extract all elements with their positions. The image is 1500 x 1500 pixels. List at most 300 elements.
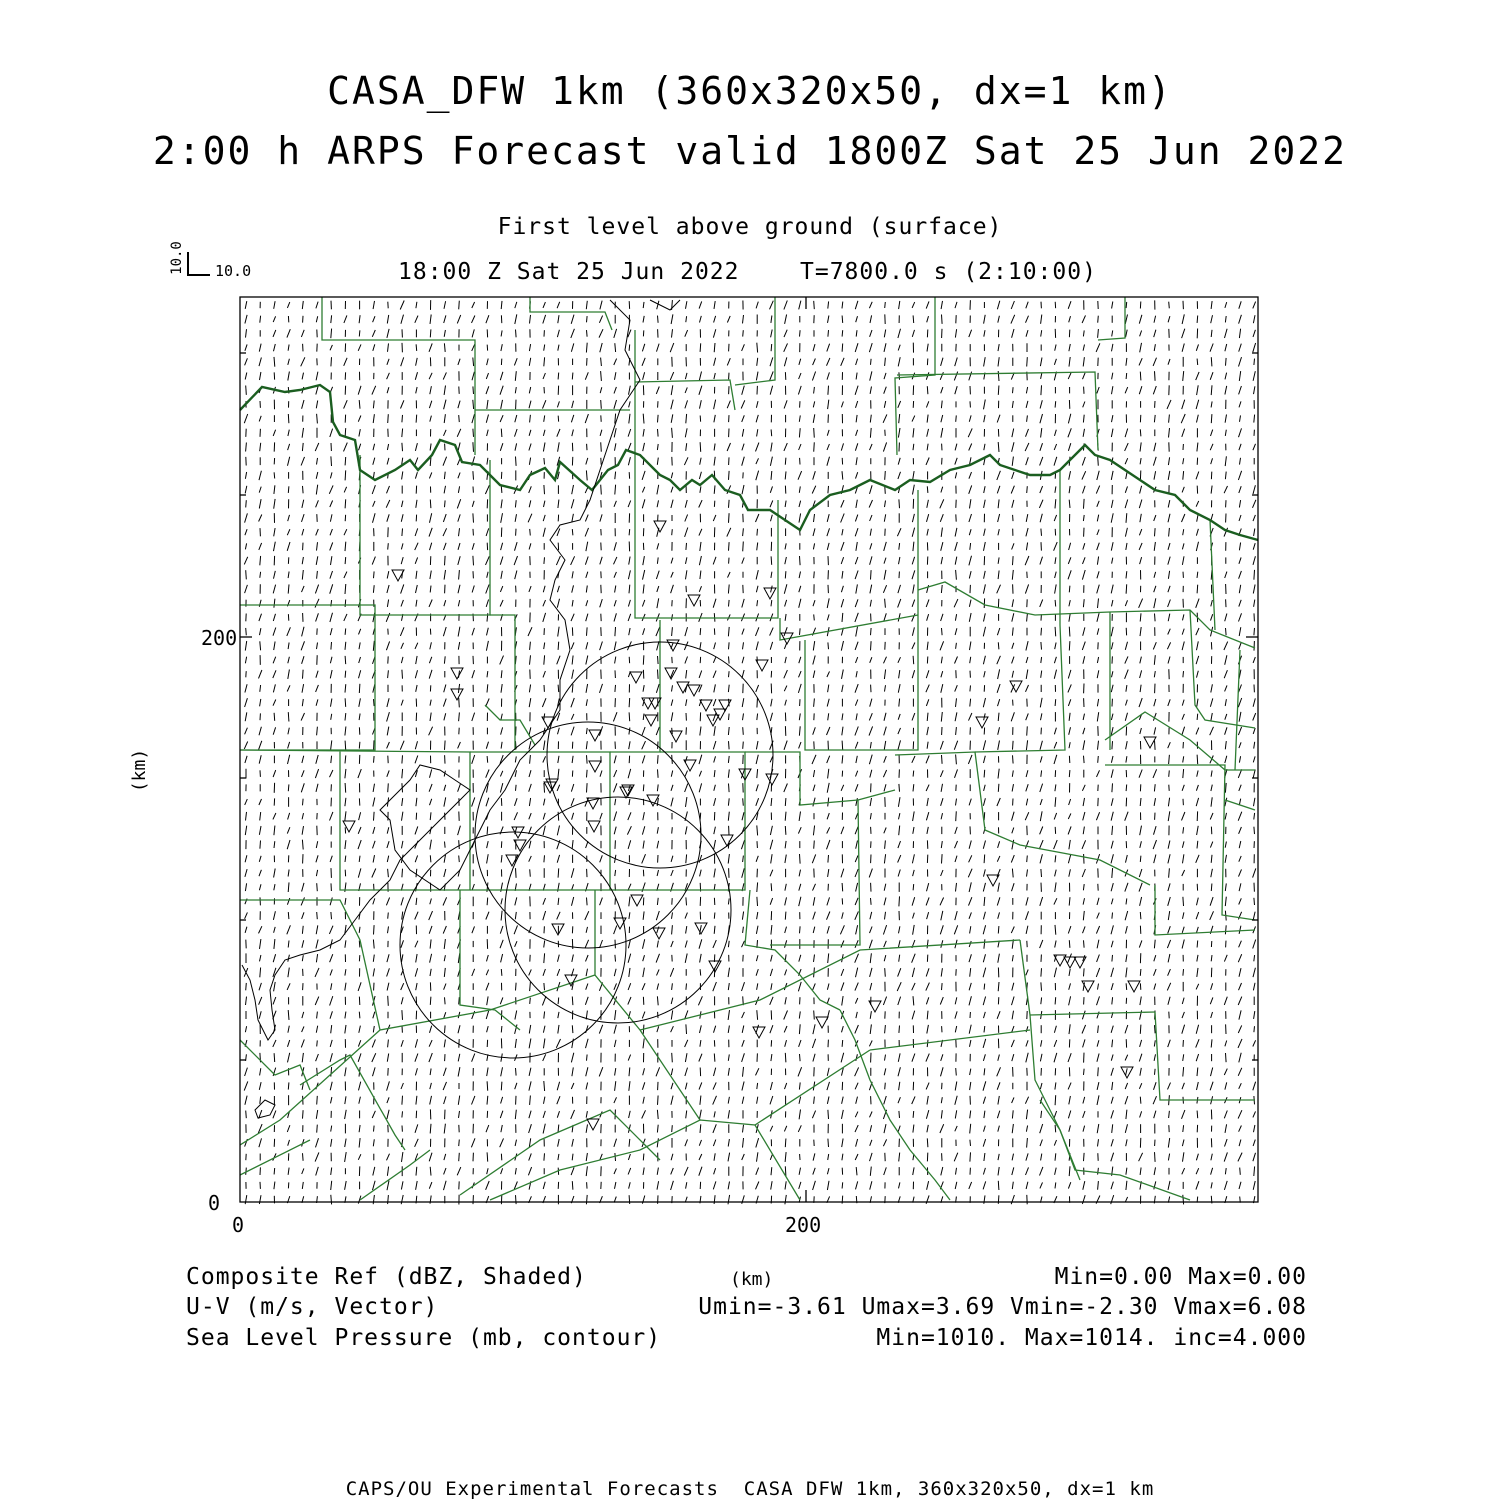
wind-vector [827,897,830,905]
wind-vector [898,585,901,593]
wind-vector [274,357,275,367]
wind-vector [529,1068,531,1076]
wind-vector [1182,1140,1184,1147]
wind-vector [699,671,702,678]
wind-vector [968,869,972,878]
wind-vector [516,330,517,338]
wind-vector [358,868,361,877]
wind-vector [855,599,858,607]
wind-vector [402,1010,403,1020]
wind-vector [586,1039,589,1048]
wind-vector [599,1067,603,1076]
wind-vector [885,599,886,608]
wind-vector [516,785,517,791]
wind-vector [884,1124,886,1133]
wind-vector [600,514,602,521]
wind-vector [1096,968,1099,977]
wind-vector [984,770,985,778]
wind-vector [926,1083,929,1090]
wind-vector [259,358,261,367]
wind-vector [1197,968,1198,977]
wind-vector [1069,316,1071,322]
wind-vector [729,671,730,677]
wind-vector [884,401,885,408]
wind-vector [870,415,871,423]
wind-vector [998,499,999,508]
wind-vector [444,472,445,479]
wind-vector [430,799,432,805]
wind-vector [855,856,858,863]
wind-vector [1012,613,1014,621]
wind-vector [855,557,858,564]
wind-vector [771,955,773,962]
wind-vector [800,556,801,565]
wind-vector [1182,329,1185,338]
wind-vector [1239,941,1242,948]
wind-vector [373,414,374,423]
wind-vector [1154,586,1156,592]
wind-vector [429,784,432,792]
wind-vector [1140,969,1141,976]
wind-vector [585,372,588,379]
wind-vector [1097,940,1099,949]
wind-vector [984,1012,986,1018]
wind-vector [700,458,701,465]
wind-vector [1055,643,1056,650]
wind-vector [828,1139,829,1147]
wind-vector [884,1096,887,1104]
wind-vector [927,940,928,949]
wind-vector [1111,542,1113,550]
wind-vector [1154,798,1155,806]
wind-vector [1238,1110,1242,1118]
wind-vector [970,543,971,550]
wind-vector [1125,1124,1127,1133]
wind-vector [913,542,914,551]
wind-vector [742,657,744,663]
wind-vector [443,514,446,522]
wind-vector [1168,997,1170,1005]
wind-vector [814,614,815,620]
wind-vector [984,939,985,948]
wind-vector [728,1182,729,1190]
wind-vector [572,585,574,592]
wind-vector [657,898,658,905]
wind-vector [898,841,901,848]
wind-vector [728,1097,729,1104]
wind-vector [941,798,943,806]
wind-vector [1225,329,1228,338]
wind-vector [1039,500,1043,508]
wind-vector [741,840,744,849]
wind-vector [1168,1154,1169,1161]
wind-vector [940,741,943,750]
wind-vector [671,1181,674,1190]
wind-vector [1097,613,1099,622]
wind-vector [672,428,673,438]
wind-vector [813,785,815,791]
wind-vector [1112,826,1113,835]
wind-vector [1153,840,1156,849]
wind-vector [700,1025,702,1033]
wind-vector [1126,926,1128,933]
wind-vector [841,869,844,878]
wind-vector [799,955,801,962]
wind-vector [259,884,261,890]
wind-vector [1239,968,1241,977]
wind-vector [458,1054,460,1062]
wind-vector [1196,344,1198,350]
wind-vector [558,769,559,779]
wind-vector [1125,387,1128,393]
wind-vector [926,685,929,693]
wind-vector [955,827,957,834]
wind-vector [814,955,815,962]
wind-vector [841,785,844,791]
wind-vector [855,642,858,650]
wind-vector [402,769,403,778]
wind-vector [303,1153,304,1161]
wind-vector [458,684,459,693]
wind-vector [1069,586,1070,593]
wind-vector [686,301,687,309]
wind-vector [1139,770,1142,778]
wind-vector [430,444,431,451]
wind-vector [955,997,957,1004]
wind-vector [246,1111,247,1119]
wind-vector [600,771,602,777]
wind-vector [1211,1039,1212,1047]
wind-vector [316,1110,317,1119]
wind-vector [1055,499,1056,508]
wind-vector [1026,1126,1027,1132]
wind-vector [1197,415,1199,423]
wind-vector [1112,600,1113,606]
wind-vector [1196,1168,1199,1174]
wind-vector [798,1067,802,1076]
wind-vector [1041,657,1042,663]
wind-vector [374,925,375,934]
wind-vector [287,302,289,308]
wind-vector [870,953,871,963]
wind-vector [345,628,346,634]
wind-vector [643,628,645,635]
wind-vector [374,571,375,578]
wind-vector [856,657,858,663]
wind-vector [315,769,318,778]
wind-vector [415,756,418,764]
wind-vector [544,983,545,990]
wind-vector [558,345,559,351]
wind-vector [841,358,844,366]
wind-vector [1111,1195,1114,1204]
wind-vector [331,556,332,565]
wind-vector [657,1168,658,1175]
wind-vector [260,685,261,692]
wind-vector [968,755,972,764]
wind-vector [1027,726,1028,735]
wind-vector [259,926,262,933]
wind-vector [572,373,573,380]
wind-vector [515,542,518,551]
wind-vector [301,330,304,337]
wind-vector [998,371,999,381]
wind-vector [1182,785,1184,791]
wind-vector [956,811,957,821]
wind-vector [913,925,915,935]
wind-vector [1139,529,1141,535]
wind-vector [415,968,417,976]
wind-vector [1083,1111,1085,1118]
wind-vector [614,1139,617,1147]
wind-vector [1225,783,1226,793]
wind-vector [1068,813,1071,819]
radar-ring [505,797,731,1023]
wind-vector [572,430,574,437]
wind-vector [671,1096,673,1105]
wind-vector [926,968,929,976]
wind-vector [1083,911,1084,920]
wind-vector [259,515,262,522]
wind-vector [245,799,248,805]
wind-vector [486,1125,489,1132]
wind-vector [1225,655,1227,664]
wind-vector [430,1069,431,1076]
wind-vector [1168,1040,1171,1047]
wind-vector [983,798,985,806]
wind-vector [671,1069,672,1076]
wind-vector [401,1083,403,1089]
wind-vector [770,840,773,850]
wind-vector [913,1167,914,1175]
wind-vector [1055,855,1056,862]
wind-vector [260,316,261,323]
wind-vector [970,968,971,977]
wind-vector [1098,457,1099,466]
wind-vector [1197,572,1198,578]
wind-vector [501,486,502,493]
wind-vector [899,414,900,423]
wind-vector [729,471,730,480]
wind-vector [770,371,774,380]
wind-vector [1082,840,1086,849]
wind-vector [557,302,560,308]
wind-vector [500,940,503,948]
wind-vector [415,855,417,862]
wind-vector [614,1168,616,1174]
wind-vector [459,698,460,708]
wind-vector [628,457,630,465]
station-marker-icon [1128,981,1140,992]
wind-vector [1196,656,1199,664]
wind-vector [700,727,701,736]
wind-vector [785,1195,786,1204]
wind-vector [770,826,772,835]
wind-vector [855,869,858,877]
wind-vector [529,770,531,777]
wind-vector [259,1011,261,1018]
wind-vector [1083,357,1084,366]
wind-vector [429,657,431,663]
wind-vector [855,727,858,736]
wind-vector [416,500,417,508]
wind-vector [1211,983,1213,990]
wind-vector [1139,869,1142,877]
wind-vector [444,1168,446,1174]
wind-vector [416,656,417,664]
wind-vector [1112,955,1113,962]
wind-vector [984,1111,985,1118]
wind-vector [856,1181,858,1189]
wind-vector [529,387,530,393]
wind-vector [1239,869,1242,876]
wind-vector [374,1126,375,1132]
wind-vector [898,458,900,465]
wind-vector [344,572,347,578]
wind-vector [686,854,687,863]
wind-vector [983,841,985,849]
wind-vector [317,727,318,736]
wind-vector [983,740,985,750]
wind-vector [471,1138,475,1147]
wind-vector [586,741,587,749]
wind-vector [926,699,928,706]
wind-vector [458,627,460,637]
wind-vector [799,359,801,365]
wind-vector [1126,358,1127,366]
wind-vector [1068,926,1071,933]
wind-vector [359,642,360,649]
wind-vector [1182,1083,1184,1089]
wind-vector [1140,841,1142,848]
wind-vector [516,1068,517,1076]
wind-vector [1254,798,1255,806]
wind-vector [330,1053,332,1062]
wind-vector [1083,402,1085,408]
wind-vector [643,655,644,664]
wind-vector [330,529,332,535]
wind-vector [558,812,559,821]
wind-vector [416,898,417,905]
wind-vector [287,542,290,551]
wind-vector [1026,799,1027,806]
wind-vector [1055,401,1056,407]
wind-vector [1025,584,1028,593]
wind-vector [1026,784,1028,791]
wind-vector [969,485,972,493]
wind-vector [372,386,376,395]
wind-vector [1196,855,1199,863]
wind-vector [401,600,403,607]
wind-vector [699,529,702,536]
wind-vector [1083,884,1084,890]
wind-vector [842,1139,843,1148]
wind-vector [246,329,247,337]
valid-time-label: 18:00 Z Sat 25 Jun 2022 [398,259,740,285]
wind-vector [1040,1167,1043,1176]
wind-vector [671,1154,673,1161]
wind-vector [869,343,872,352]
wind-vector [1168,571,1169,579]
wind-vector [672,1053,673,1062]
wind-vector [1054,898,1057,904]
wind-vector [358,827,361,834]
wind-vector [443,1082,446,1090]
wind-vector [713,699,716,706]
wind-vector [898,940,900,948]
wind-vector [1097,387,1099,393]
wind-vector [245,472,246,479]
wind-vector [799,1040,801,1047]
wind-vector [387,373,390,379]
wind-vector [756,401,758,408]
wind-vector [600,387,602,393]
wind-vector [628,940,630,948]
wind-vector [672,925,673,934]
wind-vector [898,428,900,438]
wind-vector [856,798,858,806]
wind-vector [658,429,659,437]
wind-vector [884,898,886,906]
wind-vector [358,344,361,350]
wind-vector [373,827,375,834]
wind-vector [1140,1068,1141,1076]
wind-vector [259,870,261,876]
wind-vector [955,1011,957,1018]
wind-vector [1013,556,1014,565]
wind-vector [245,543,246,549]
wind-vector [1055,699,1056,706]
wind-vector [487,359,489,366]
wind-vector [742,1040,744,1047]
wind-vector [770,997,773,1005]
wind-vector [373,401,374,409]
wind-vector [784,301,787,310]
wind-vector [273,1111,276,1119]
wind-vector [1026,1040,1028,1046]
wind-vector [1238,997,1242,1005]
wind-vector [1253,713,1256,720]
wind-vector [699,301,702,308]
wind-vector [1254,955,1255,961]
wind-vector [429,401,431,408]
wind-vector [1013,741,1014,750]
wind-vector [1026,316,1029,323]
wind-vector [870,968,872,977]
wind-vector [374,756,375,763]
wind-vector [359,927,360,933]
wind-vector [614,428,616,437]
wind-vector [855,1154,858,1160]
wind-vector [686,1024,687,1034]
wind-vector [1211,884,1212,891]
wind-vector [757,429,758,436]
wind-vector [714,343,715,352]
wind-vector [871,641,872,650]
wind-vector [1140,514,1141,522]
wind-vector [415,670,417,678]
wind-vector [415,741,417,749]
wind-vector [415,1039,417,1047]
wind-vector [983,698,985,707]
wind-vector [756,458,759,464]
wind-vector [331,756,332,763]
wind-vector [458,556,460,565]
wind-vector [657,969,660,975]
wind-vector [529,1111,531,1119]
wind-vector [1126,741,1128,749]
wind-vector [955,528,957,537]
